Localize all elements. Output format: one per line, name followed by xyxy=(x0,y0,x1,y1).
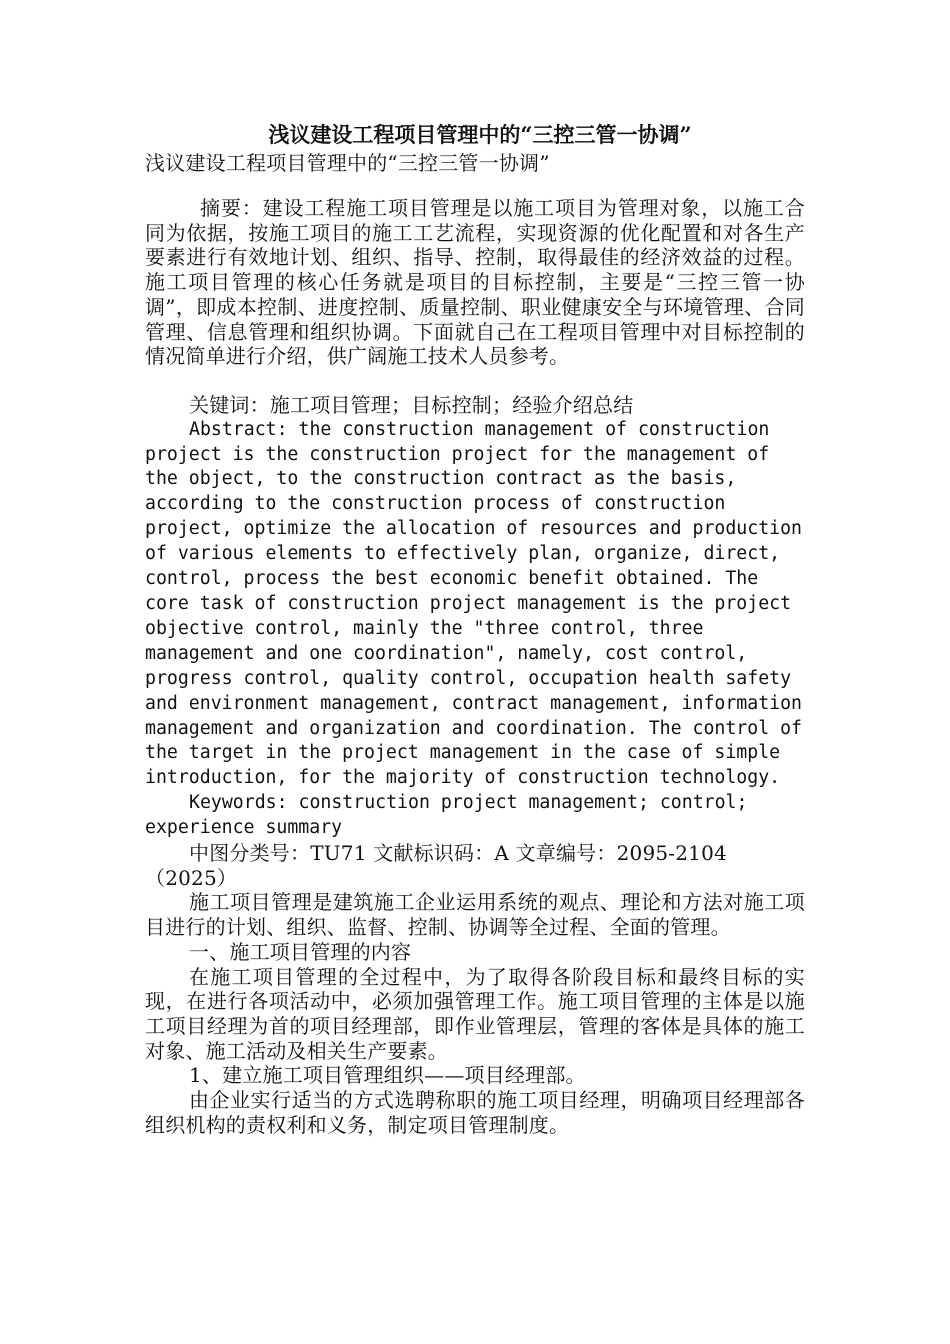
keywords-chinese: 关键词：施工项目管理；目标控制；经验介绍总结 xyxy=(189,392,634,417)
abstract-english: Abstract: the construction management of construction project is the construction project for the management of the object, to the construction contract as the basis, according to the construction process of construction project, optimize the allocation of resources and production of various elements to effectively plan, organize, direct, control, process the best economic benefit obtained. The core task of construction project management is the project objective control, mainly the "three control, three management and one coordination", namely, cost control, progress control, quality control, occupation health safety and environment management, contract management, information management and organization and coordination. The control of the target in the project management in the case of simple introduction, for the majority of construction technology. xyxy=(145,418,813,789)
paragraph-organization: 由企业实行适当的方式选聘称职的施工项目经理，明确项目经理部各组织机构的责权利和义务，制定项目管理制度。 xyxy=(145,1088,805,1137)
keywords-english: Keywords: construction project management; control; experience summary xyxy=(145,792,759,839)
blank-line xyxy=(145,176,805,196)
document-title: 浅议建设工程项目管理中的“三控三管一协调” xyxy=(268,122,692,147)
document-subtitle: 浅议建设工程项目管理中的“三控三管一协调” xyxy=(145,151,550,175)
paragraph-intro: 施工项目管理是建筑施工企业运用系统的观点、理论和方法对施工项目进行的计划、组织、监督、控制、协调等全过程、全面的管理。 xyxy=(145,890,805,940)
subsection-heading: 1、建立施工项目管理组织——项目经理部。 xyxy=(189,1063,586,1088)
document-body xyxy=(145,120,813,1137)
paragraph-content: 在施工项目管理的全过程中，为了取得各阶段目标和最终目标的实现，在进行各项活动中，必须加强管理工作。施工项目管理的主体是以施工项目经理为首的项目经理部，即作业管理层，管理的客体是具体的施工对象、施工活动及相关生产要素。 xyxy=(145,964,805,1063)
abstract-chinese: 摘要：建设工程施工项目管理是以施工项目为管理对象，以施工合同为依据，按施工项目的施工工艺流程，实现资源的优化配置和对各生产要素进行有效地计划、组织、指导、控制，取得最佳的经济效益的过程。施工项目管理的核心任务就是项目的目标控制，主要是“三控三管一协调”，即成本控制、进度控制、质量控制、职业健康安全与环境管理、合同管理、信息管理和组织协调。下面就自己在工程项目管理中对目标控制的情况简单进行介绍，供广阔施工技术人员参考。 xyxy=(145,196,805,369)
section-heading: 一、施工项目管理的内容 xyxy=(189,939,412,964)
blank-line xyxy=(145,369,805,393)
classification-line: 中图分类号：TU71 文献标识码：A 文章编号：2095-2104（2025） xyxy=(145,841,727,890)
